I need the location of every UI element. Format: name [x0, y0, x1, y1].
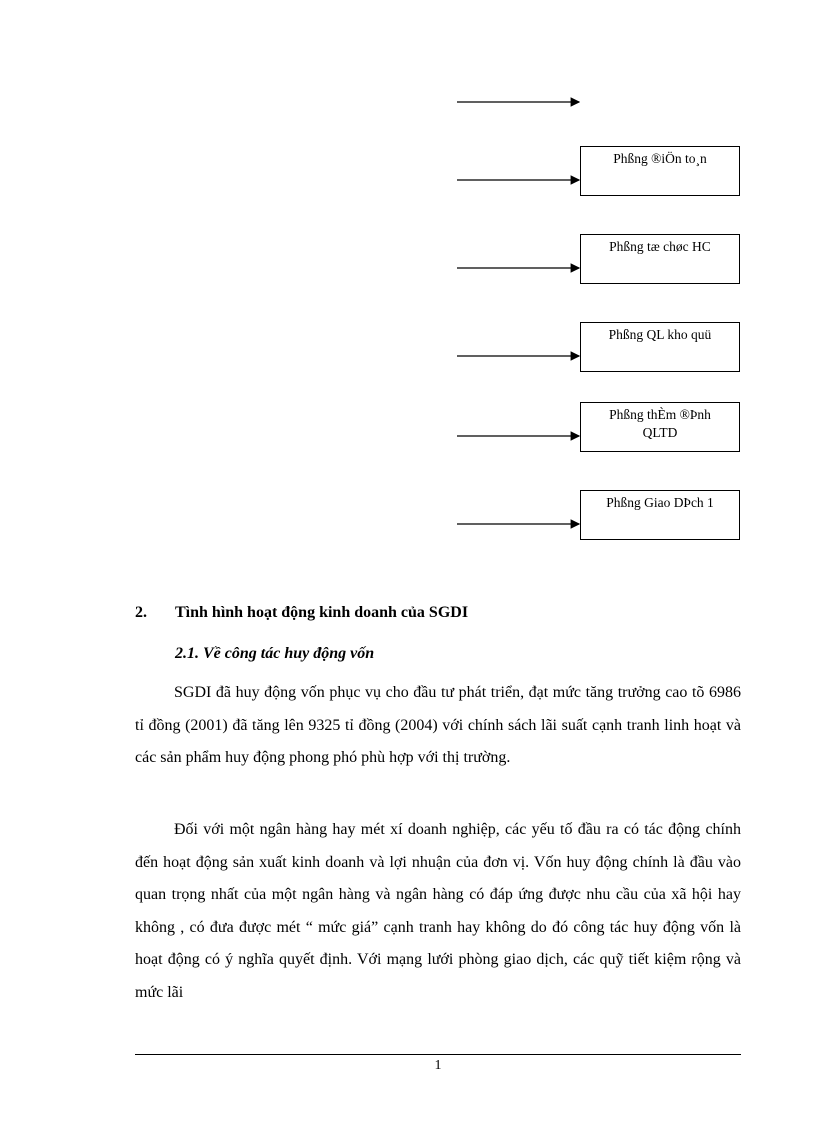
org-box-admin-dept: [580, 234, 740, 284]
subsection-heading: 2.1. Về công tác huy động vốn: [175, 645, 375, 662]
org-box-credit-appraisal-dept: [580, 402, 740, 452]
org-box-vault-dept: [580, 322, 740, 372]
org-chart: [0, 0, 816, 560]
org-box-label: Phßng QL kho quü: [608, 327, 712, 342]
org-box-label: Phßng tæ chøc HC: [609, 239, 711, 254]
body-paragraph-1: SGDI đã huy động vốn phục vụ cho đầu tư phát triển, đạt mức tăng trưởng cao tõ 6986 tỉ đồng (2001) đã tăng lên 9325 tỉ đồng (2004) với chính sách lãi suất cạnh tranh linh hoạt và các sản phẩm huy động phong phó phù hợp với thị trường.: [135, 684, 741, 766]
page-number: 1: [434, 1058, 442, 1073]
org-box-computing-dept: [580, 146, 740, 196]
org-box-label: Phßng thÈm ®Þnh: [609, 407, 711, 422]
footer-divider: [135, 1054, 741, 1055]
body-paragraph-2: Đối với một ngân hàng hay mét xí doanh nghiệp, các yếu tố đầu ra có tác động chính đến hoạt động sản xuất kinh doanh và lợi nhuận của đơn vị. Vốn huy động chính là đầu vào quan trọng nhất của một ngân hàng và ngân hàng có đáp ứng được nhu cầu của xã hội hay không , có đưa được mét “ mức giá” cạnh tranh hay không do đó công tác huy động vốn là hoạt động có ý nghĩa quyết định. Với mạng lưới phòng giao dịch, các quỹ tiết kiệm rộng và mức lãi: [135, 821, 741, 1001]
org-box-label: Phßng Giao DÞch 1: [606, 495, 714, 510]
section-heading: [135, 604, 468, 622]
section-title: Tình hình hoạt động kinh doanh của SGDI: [175, 604, 469, 621]
section-number: 2.: [135, 604, 147, 621]
org-box-label: Phßng ®iÖn to¸n: [613, 151, 707, 166]
org-box-transaction-dept-1: [580, 490, 740, 540]
org-box-label-line2: QLTD: [642, 425, 678, 440]
